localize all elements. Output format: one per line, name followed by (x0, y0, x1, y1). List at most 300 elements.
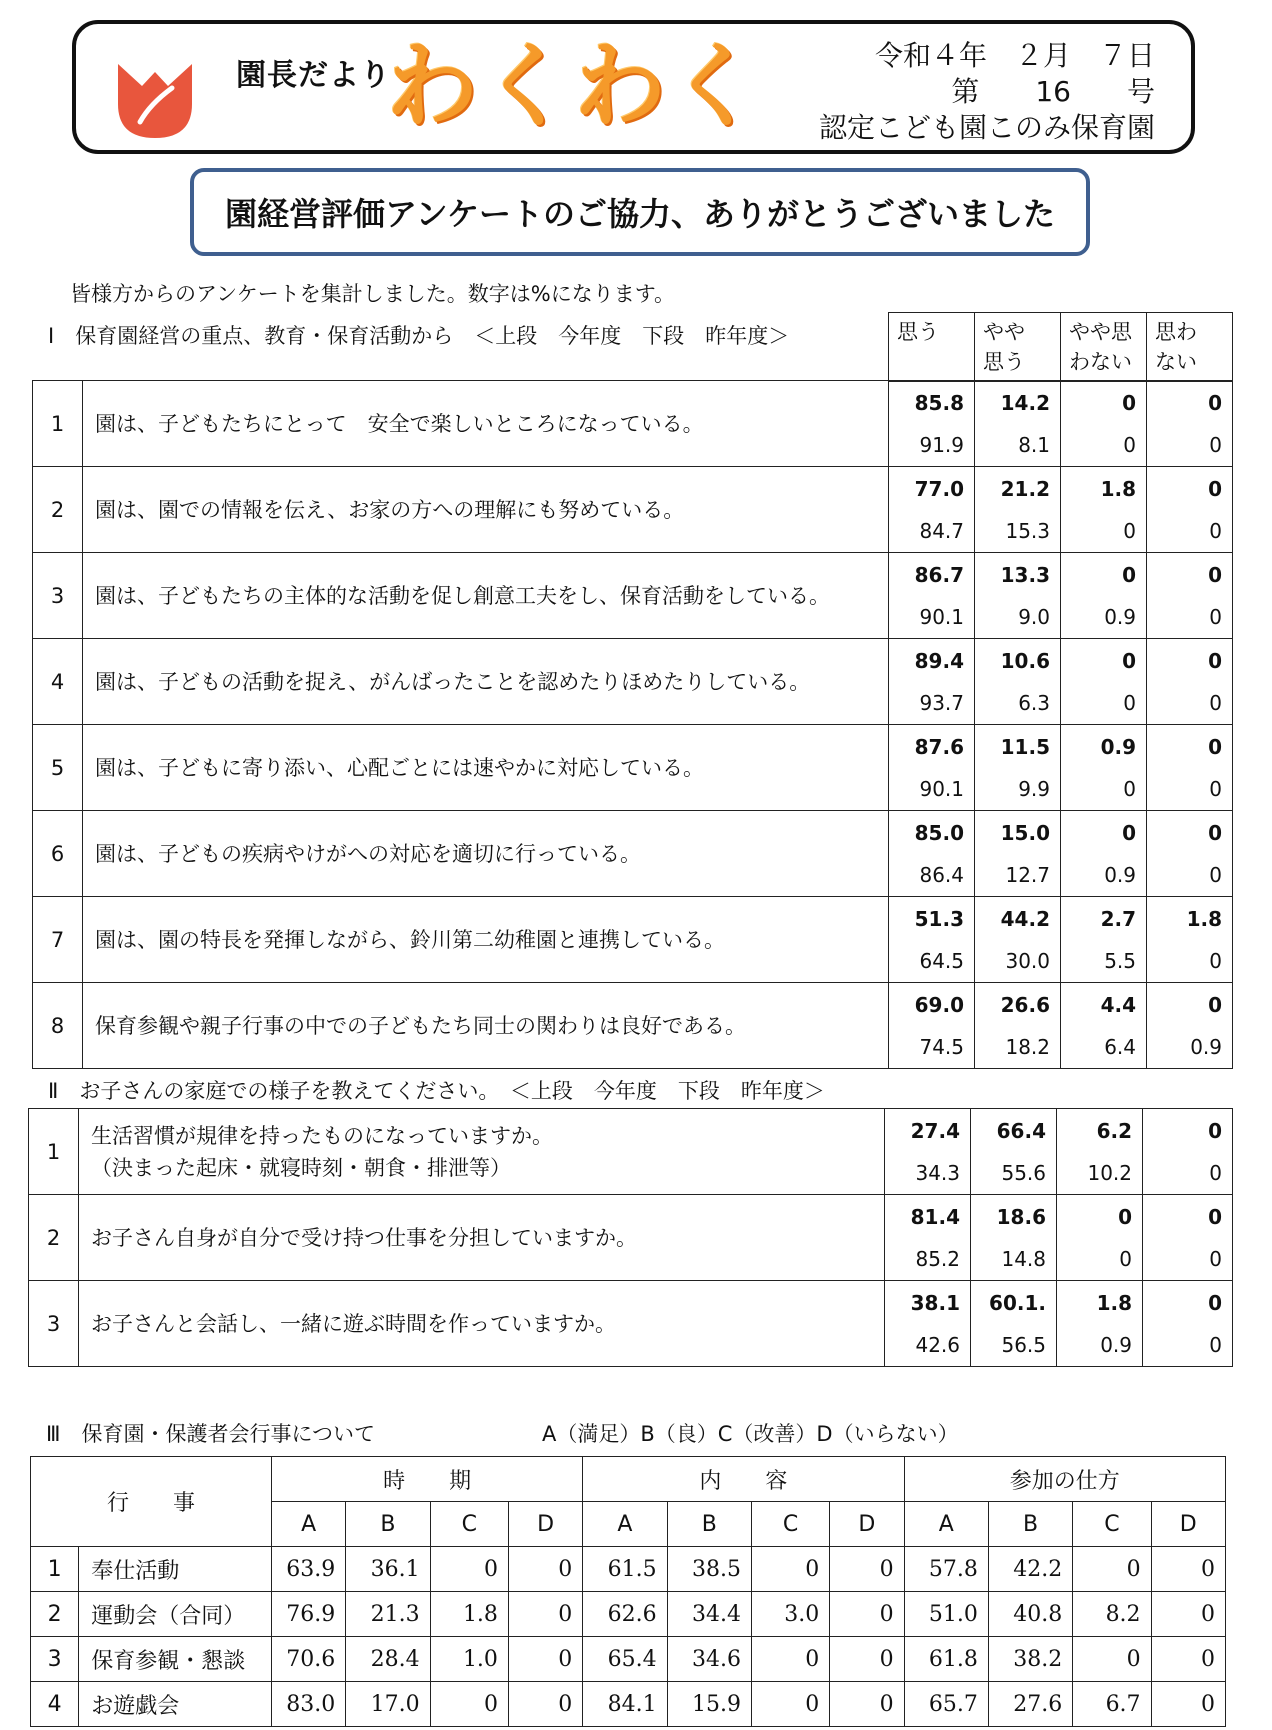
answer-values (885, 1110, 970, 1194)
previous-year-value: 42.6 (915, 1332, 960, 1357)
event-rating-value: 51.0 (904, 1592, 988, 1637)
grade-header: C (751, 1502, 829, 1547)
answer-cell (971, 1281, 1057, 1367)
event-rating-value: 6.7 (1073, 1682, 1151, 1727)
previous-year-value: 0 (1123, 432, 1136, 457)
event-rating-value: 17.0 (346, 1682, 430, 1727)
event-rating-value: 0 (830, 1682, 904, 1727)
answer-cell (1143, 1195, 1233, 1281)
current-year-value: 6.2 (1096, 1118, 1132, 1143)
event-row (31, 1592, 1226, 1637)
previous-year-value: 9.0 (1018, 604, 1050, 629)
grade-header: B (346, 1502, 430, 1547)
section2-title: Ⅱ お子さんの家庭での様子を教えてください。 ＜上段 今年度 下段 昨年度＞ (48, 1079, 825, 1103)
answer-values (975, 812, 1060, 896)
current-year-value: 27.4 (910, 1118, 960, 1143)
current-year-value: 0 (1208, 562, 1222, 587)
current-year-value: 13.3 (1000, 562, 1050, 587)
event-row (31, 1682, 1226, 1727)
current-year-value: 60.1. (989, 1290, 1046, 1315)
answer-values (1061, 812, 1146, 896)
question-number: 3 (29, 1281, 79, 1367)
event-rating-value: 27.6 (988, 1682, 1072, 1727)
section1-title: Ⅰ 保育園経営の重点、教育・保育活動から ＜上段 今年度 下段 昨年度＞ (48, 324, 790, 348)
answer-cell (1143, 1281, 1233, 1367)
previous-year-value: 0 (1209, 948, 1222, 973)
answer-cell (975, 553, 1061, 639)
answer-values (1061, 554, 1146, 638)
answer-values (1147, 726, 1232, 810)
previous-year-value: 0 (1123, 776, 1136, 801)
answer-values (975, 554, 1060, 638)
previous-year-value: 0 (1209, 1160, 1222, 1185)
current-year-value: 14.2 (1000, 390, 1050, 415)
question-number: 8 (33, 983, 83, 1069)
col-disagree: 思わ ない (1147, 313, 1233, 382)
answer-cell (1147, 381, 1233, 467)
grade-header: C (1073, 1502, 1151, 1547)
survey-row (33, 639, 1233, 725)
previous-year-value: 34.3 (915, 1160, 960, 1185)
answer-cell (889, 553, 975, 639)
group-participation: 参加の仕方 (904, 1457, 1225, 1502)
answer-values (1143, 1196, 1232, 1280)
current-year-value: 15.0 (1000, 820, 1050, 845)
event-rating-value: 0 (751, 1682, 829, 1727)
previous-year-value: 90.1 (919, 604, 964, 629)
previous-year-value: 0 (1209, 1332, 1222, 1357)
event-rating-value: 0 (751, 1547, 829, 1592)
question-number: 3 (33, 553, 83, 639)
answer-cell (889, 467, 975, 553)
answer-values (1057, 1282, 1142, 1366)
survey-row (33, 553, 1233, 639)
previous-year-value: 56.5 (1001, 1332, 1046, 1357)
answer-values (975, 726, 1060, 810)
grade-header: A (583, 1502, 667, 1547)
previous-year-value: 74.5 (919, 1034, 964, 1059)
event-number: 4 (31, 1682, 79, 1727)
grade-header: A (904, 1502, 988, 1547)
previous-year-value: 6.4 (1104, 1034, 1136, 1059)
survey-row (33, 983, 1233, 1069)
answer-cell (1147, 897, 1233, 983)
answer-values (1061, 984, 1146, 1068)
answer-values (885, 1282, 970, 1366)
event-rating-value: 40.8 (988, 1592, 1072, 1637)
answer-values (975, 898, 1060, 982)
answer-values (889, 554, 974, 638)
question-number: 4 (33, 639, 83, 725)
current-year-value: 0 (1122, 390, 1136, 415)
newsletter-subtitle: 園長だより (236, 58, 391, 93)
previous-year-value: 12.7 (1005, 862, 1050, 887)
event-rating-value: 57.8 (904, 1547, 988, 1592)
answer-values (975, 640, 1060, 724)
event-rating-value: 34.4 (667, 1592, 751, 1637)
current-year-value: 21.2 (1000, 476, 1050, 501)
current-year-value: 1.8 (1096, 1290, 1132, 1315)
previous-year-value: 0 (1209, 604, 1222, 629)
event-rating-value: 0 (1151, 1547, 1225, 1592)
current-year-value: 85.0 (914, 820, 964, 845)
events-group-header-row (31, 1457, 1226, 1502)
current-year-value: 38.1 (910, 1290, 960, 1315)
previous-year-value: 0 (1209, 776, 1222, 801)
event-rating-value: 62.6 (583, 1592, 667, 1637)
section1-table (32, 380, 1233, 1069)
previous-year-value: 0.9 (1100, 1332, 1132, 1357)
previous-year-value: 93.7 (919, 690, 964, 715)
question-number: 2 (29, 1195, 79, 1281)
answer-values (971, 1110, 1056, 1194)
answer-cell (975, 897, 1061, 983)
current-year-value: 0 (1208, 1118, 1222, 1143)
event-rating-value: 65.7 (904, 1682, 988, 1727)
answer-cell (1057, 1281, 1143, 1367)
event-rating-value: 83.0 (271, 1682, 345, 1727)
answer-cell (1061, 639, 1147, 725)
answer-values (971, 1196, 1056, 1280)
answer-cell (1061, 381, 1147, 467)
event-number: 3 (31, 1637, 79, 1682)
answer-cell (975, 467, 1061, 553)
event-row (31, 1637, 1226, 1682)
answer-values (1061, 640, 1146, 724)
event-rating-value: 0 (1151, 1637, 1225, 1682)
answer-cell (975, 639, 1061, 725)
current-year-value: 0 (1208, 734, 1222, 759)
previous-year-value: 9.9 (1018, 776, 1050, 801)
event-rating-value: 0 (830, 1547, 904, 1592)
answer-values (1061, 468, 1146, 552)
answer-cell (889, 381, 975, 467)
answer-values (1147, 554, 1232, 638)
answer-cell (1061, 897, 1147, 983)
answer-cell (885, 1109, 971, 1195)
section3-heading (46, 1418, 959, 1448)
current-year-value: 0 (1208, 820, 1222, 845)
question-number: 6 (33, 811, 83, 897)
answer-values (1147, 468, 1232, 552)
event-rating-value: 0 (430, 1547, 508, 1592)
answer-values (1061, 382, 1146, 466)
answer-values (1057, 1196, 1142, 1280)
current-year-value: 81.4 (910, 1204, 960, 1229)
question-text: 園は、子どもの活動を捉え、がんばったことを認めたりほめたりしている。 (83, 639, 889, 725)
group-timing: 時 期 (271, 1457, 582, 1502)
survey-row (29, 1109, 1233, 1195)
answer-cell (885, 1195, 971, 1281)
answer-cell (971, 1109, 1057, 1195)
event-rating-value: 63.9 (271, 1547, 345, 1592)
event-rating-value: 84.1 (583, 1682, 667, 1727)
question-number: 2 (33, 467, 83, 553)
answer-values (1061, 898, 1146, 982)
current-year-value: 4.4 (1100, 992, 1136, 1017)
answer-cell (1057, 1195, 1143, 1281)
answer-cell (1061, 467, 1147, 553)
event-rating-value: 0 (430, 1682, 508, 1727)
previous-year-value: 0 (1209, 1246, 1222, 1271)
answer-cell (1147, 553, 1233, 639)
answer-cell (1147, 983, 1233, 1069)
event-rating-value: 65.4 (583, 1637, 667, 1682)
event-rating-value: 0 (751, 1637, 829, 1682)
previous-year-value: 86.4 (919, 862, 964, 887)
intro-text: 皆様方からのアンケートを集計しました。数字は%になります。 (70, 282, 676, 306)
answer-cell (1061, 983, 1147, 1069)
event-rating-value: 61.5 (583, 1547, 667, 1592)
current-year-value: 69.0 (914, 992, 964, 1017)
previous-year-value: 84.7 (919, 518, 964, 543)
answer-values (889, 984, 974, 1068)
current-year-value: 0 (1118, 1204, 1132, 1229)
event-rating-value: 76.9 (271, 1592, 345, 1637)
previous-year-value: 15.3 (1005, 518, 1050, 543)
current-year-value: 0 (1208, 390, 1222, 415)
answer-header-row (889, 313, 1233, 382)
current-year-value: 0.9 (1100, 734, 1136, 759)
previous-year-value: 5.5 (1104, 948, 1136, 973)
answer-cell (1057, 1109, 1143, 1195)
issue-number: 第 16 号 (951, 75, 1155, 108)
answer-values (889, 898, 974, 982)
question-text: 園は、子どもたちにとって 安全で楽しいところになっている。 (83, 381, 889, 467)
answer-values (1147, 382, 1232, 466)
survey-row (33, 467, 1233, 553)
question-number: 5 (33, 725, 83, 811)
header-box (72, 20, 1195, 154)
col-agree: 思う (889, 313, 975, 382)
question-text: 園は、園での情報を伝え、お家の方への理解にも努めている。 (83, 467, 889, 553)
newsletter-title: わくわく (386, 33, 763, 140)
answer-values (889, 640, 974, 724)
event-rating-value: 0 (830, 1592, 904, 1637)
previous-year-value: 0 (1119, 1246, 1132, 1271)
event-rating-value: 0 (1151, 1682, 1225, 1727)
survey-row (33, 381, 1233, 467)
question-text: 園は、子どもたちの主体的な活動を促し創意工夫をし、保育活動をしている。 (83, 553, 889, 639)
answer-cell (1143, 1109, 1233, 1195)
previous-year-value: 91.9 (919, 432, 964, 457)
event-name: お遊戯会 (79, 1682, 272, 1727)
event-rating-value: 34.6 (667, 1637, 751, 1682)
col-somewhat-agree: やや 思う (975, 313, 1061, 382)
answer-cell (1147, 639, 1233, 725)
current-year-value: 77.0 (914, 476, 964, 501)
answer-values (889, 812, 974, 896)
answer-values (1147, 812, 1232, 896)
answer-cell (889, 897, 975, 983)
answer-cell (889, 811, 975, 897)
current-year-value: 1.8 (1186, 906, 1222, 931)
previous-year-value: 10.2 (1087, 1160, 1132, 1185)
events-table (30, 1456, 1226, 1727)
previous-year-value: 0 (1209, 690, 1222, 715)
thanks-banner: 園経営評価アンケートのご協力、ありがとうございました (190, 168, 1090, 256)
grade-header: B (667, 1502, 751, 1547)
event-rating-value: 38.5 (667, 1547, 751, 1592)
answer-values (975, 984, 1060, 1068)
current-year-value: 85.8 (914, 390, 964, 415)
current-year-value: 44.2 (1000, 906, 1050, 931)
event-rating-value: 38.2 (988, 1637, 1072, 1682)
tulip-logo-icon (110, 52, 200, 142)
event-rating-value: 15.9 (667, 1682, 751, 1727)
answer-cell (1061, 811, 1147, 897)
answer-column-header (888, 312, 1233, 382)
grade-header: D (508, 1502, 582, 1547)
event-rating-value: 0 (830, 1637, 904, 1682)
answer-cell (1147, 725, 1233, 811)
answer-values (975, 468, 1060, 552)
current-year-value: 66.4 (996, 1118, 1046, 1143)
current-year-value: 86.7 (914, 562, 964, 587)
grade-header: D (1151, 1502, 1225, 1547)
current-year-value: 0 (1122, 820, 1136, 845)
current-year-value: 0 (1122, 562, 1136, 587)
previous-year-value: 0.9 (1190, 1034, 1222, 1059)
answer-values (975, 382, 1060, 466)
issue-date: 令和４年 ２月 ７日 (874, 39, 1155, 72)
answer-cell (889, 639, 975, 725)
survey-row (29, 1281, 1233, 1367)
event-rating-value: 0 (508, 1682, 582, 1727)
question-number: 1 (33, 381, 83, 467)
previous-year-value: 18.2 (1005, 1034, 1050, 1059)
event-row (31, 1547, 1226, 1592)
current-year-value: 51.3 (914, 906, 964, 931)
question-text: 園は、園の特長を発揮しながら、鈴川第二幼稚園と連携している。 (83, 897, 889, 983)
event-number: 2 (31, 1592, 79, 1637)
previous-year-value: 0 (1123, 518, 1136, 543)
question-text: 園は、子どもの疾病やけがへの対応を適切に行っている。 (83, 811, 889, 897)
previous-year-value: 90.1 (919, 776, 964, 801)
event-name: 奉仕活動 (79, 1547, 272, 1592)
answer-cell (971, 1195, 1057, 1281)
survey-row (29, 1195, 1233, 1281)
previous-year-value: 6.3 (1018, 690, 1050, 715)
grade-header: A (271, 1502, 345, 1547)
current-year-value: 0 (1208, 476, 1222, 501)
event-rating-value: 0 (1073, 1547, 1151, 1592)
previous-year-value: 8.1 (1018, 432, 1050, 457)
question-text: 保育参観や親子行事の中での子どもたち同士の関わりは良好である。 (83, 983, 889, 1069)
event-rating-value: 1.8 (430, 1592, 508, 1637)
answer-values (1147, 898, 1232, 982)
event-rating-value: 3.0 (751, 1592, 829, 1637)
previous-year-value: 0.9 (1104, 862, 1136, 887)
previous-year-value: 0 (1123, 690, 1136, 715)
answer-cell (1061, 725, 1147, 811)
event-name: 保育参観・懇談 (79, 1637, 272, 1682)
col-somewhat-disagree: やや思 わない (1061, 313, 1147, 382)
grade-legend: A（満足）B（良）C（改善）D（いらない） (542, 1422, 959, 1446)
answer-values (889, 382, 974, 466)
event-rating-value: 70.6 (271, 1637, 345, 1682)
survey-row (33, 725, 1233, 811)
event-rating-value: 1.0 (430, 1637, 508, 1682)
answer-values (885, 1196, 970, 1280)
event-rating-value: 0 (508, 1592, 582, 1637)
event-rating-value: 28.4 (346, 1637, 430, 1682)
previous-year-value: 85.2 (915, 1246, 960, 1271)
event-name: 運動会（合同） (79, 1592, 272, 1637)
current-year-value: 0 (1208, 648, 1222, 673)
survey-row (33, 897, 1233, 983)
question-number: 1 (29, 1109, 79, 1195)
group-content: 内 容 (583, 1457, 904, 1502)
answer-cell (889, 725, 975, 811)
survey-row (33, 811, 1233, 897)
answer-cell (1061, 553, 1147, 639)
question-text: お子さんと会話し、一緒に遊ぶ時間を作っていますか。 (79, 1281, 885, 1367)
current-year-value: 0 (1208, 992, 1222, 1017)
answer-values (1147, 984, 1232, 1068)
question-text: 園は、子どもに寄り添い、心配ごとには速やかに対応している。 (83, 725, 889, 811)
answer-cell (889, 983, 975, 1069)
current-year-value: 11.5 (1000, 734, 1050, 759)
answer-cell (975, 811, 1061, 897)
event-rating-value: 8.2 (1073, 1592, 1151, 1637)
answer-cell (1147, 467, 1233, 553)
event-name-header: 行 事 (31, 1457, 272, 1547)
answer-cell (975, 725, 1061, 811)
question-number: 7 (33, 897, 83, 983)
event-rating-value: 0 (1073, 1637, 1151, 1682)
event-rating-value: 21.3 (346, 1592, 430, 1637)
issue-info (819, 38, 1155, 146)
answer-values (1147, 640, 1232, 724)
answer-cell (975, 983, 1061, 1069)
event-rating-value: 0 (508, 1547, 582, 1592)
current-year-value: 10.6 (1000, 648, 1050, 673)
question-text: 生活習慣が規律を持ったものになっていますか。 （決まった起床・就寝時刻・朝食・排泄等） (79, 1109, 885, 1195)
answer-cell (975, 381, 1061, 467)
answer-values (889, 726, 974, 810)
grade-header: B (988, 1502, 1072, 1547)
current-year-value: 18.6 (996, 1204, 1046, 1229)
section3-title: Ⅲ 保育園・保護者会行事について (46, 1422, 376, 1446)
previous-year-value: 64.5 (919, 948, 964, 973)
previous-year-value: 0.9 (1104, 604, 1136, 629)
current-year-value: 89.4 (914, 648, 964, 673)
previous-year-value: 0 (1209, 432, 1222, 457)
answer-values (1061, 726, 1146, 810)
event-rating-value: 42.2 (988, 1547, 1072, 1592)
school-name: 認定こども園このみ保育園 (818, 111, 1155, 144)
answer-values (1057, 1110, 1142, 1194)
previous-year-value: 0 (1209, 862, 1222, 887)
grade-header: D (830, 1502, 904, 1547)
event-rating-value: 36.1 (346, 1547, 430, 1592)
previous-year-value: 0 (1209, 518, 1222, 543)
event-number: 1 (31, 1547, 79, 1592)
current-year-value: 2.7 (1100, 906, 1136, 931)
answer-values (971, 1282, 1056, 1366)
event-rating-value: 61.8 (904, 1637, 988, 1682)
previous-year-value: 14.8 (1001, 1246, 1046, 1271)
current-year-value: 0 (1208, 1204, 1222, 1229)
answer-cell (885, 1281, 971, 1367)
current-year-value: 0 (1122, 648, 1136, 673)
previous-year-value: 30.0 (1005, 948, 1050, 973)
event-rating-value: 0 (508, 1637, 582, 1682)
current-year-value: 26.6 (1000, 992, 1050, 1017)
current-year-value: 87.6 (914, 734, 964, 759)
grade-header: C (430, 1502, 508, 1547)
